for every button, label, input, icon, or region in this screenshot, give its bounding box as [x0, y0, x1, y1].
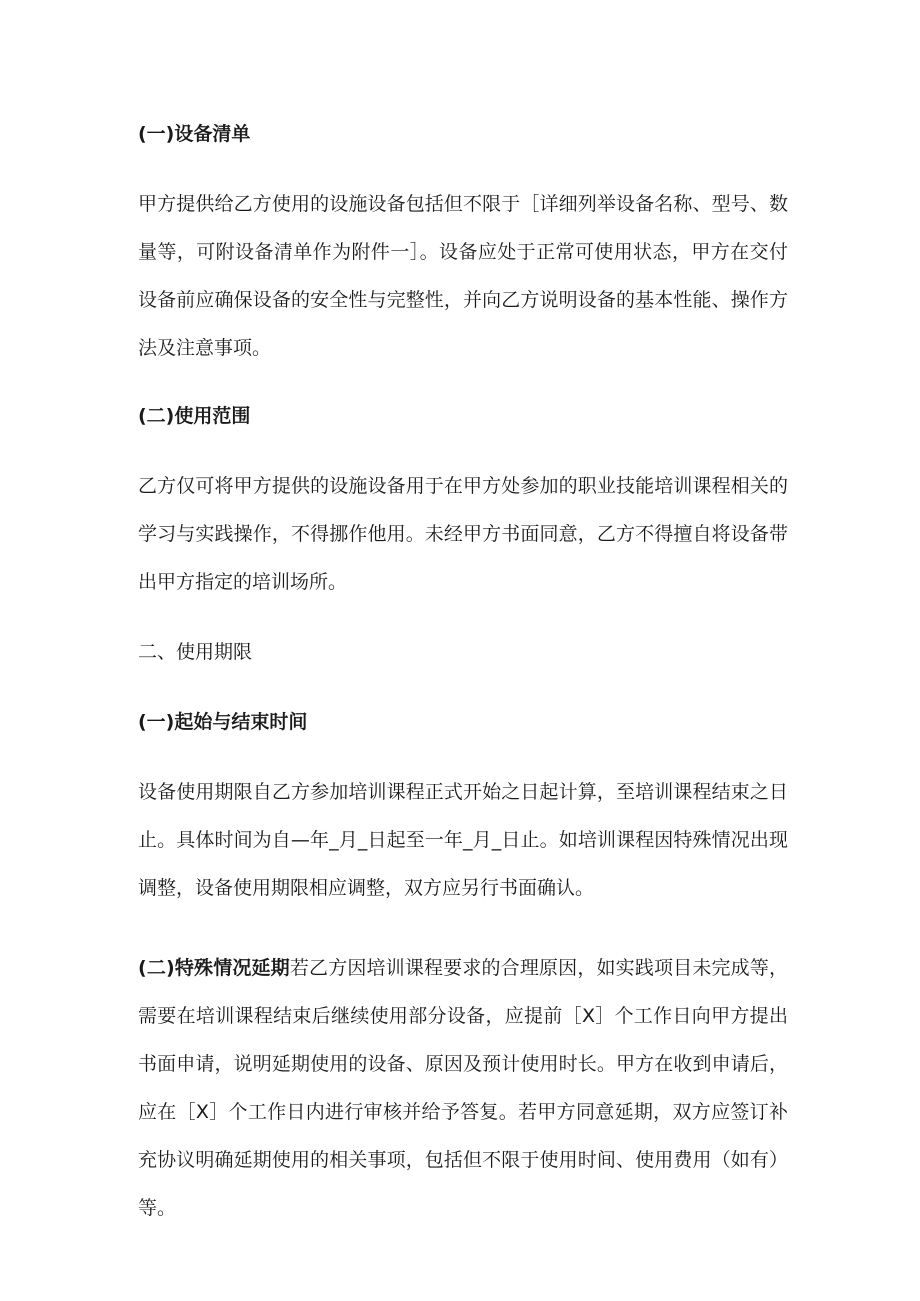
paragraph-extension — [138, 944, 788, 1232]
heading-start-end-time: (一)起始与结束时间 — [138, 711, 308, 733]
paragraph-usage-scope: 乙方仅可将甲方提供的设施设备用于在甲方处参加的职业技能培训课程相关的学习与实践操作，不得挪作他用。未经甲方书面同意，乙方不得擅自将设备带出甲方指定的培训场所。 — [138, 475, 788, 593]
heading-usage-scope: (二)使用范围 — [138, 405, 251, 427]
paragraph-start-end-time: 设备使用期限自乙方参加培训课程正式开始之日起计算，至培训课程结束之日止。具体时间为自—年_月_日起至一年_月_日止。如培训课程因特殊情况出现调整，设备使用期限相应调整，双方应另行书面确认。 — [138, 781, 788, 899]
heading-equipment-list: (一)设备清单 — [138, 123, 251, 145]
section-title-usage-period: 二、使用期限 — [138, 641, 253, 663]
paragraph-extension-text: 若乙方因培训课程要求的合理原因，如实践项目未完成等，需要在培训课程结束后继续使用部分设备，应提前［X］个工作日向甲方提出书面申请，说明延期使用的设备、原因及预计使用时长。甲方在收到申请后，应在［X］个工作日内进行审核并给予答复。若甲方同意延期，双方应签订补充协议明确延期使用的相关事项，包括但不限于使用时间、使用费用（如有）等。 — [138, 957, 788, 1219]
heading-extension: (二)特殊情况延期 — [138, 957, 290, 979]
paragraph-equipment-list: 甲方提供给乙方使用的设施设备包括但不限于［详细列举设备名称、型号、数量等，可附设备清单作为附件一］。设备应处于正常可使用状态，甲方在交付设备前应确保设备的安全性与完整性，并向乙方说明设备的基本性能、操作方法及注意事项。 — [138, 193, 788, 359]
